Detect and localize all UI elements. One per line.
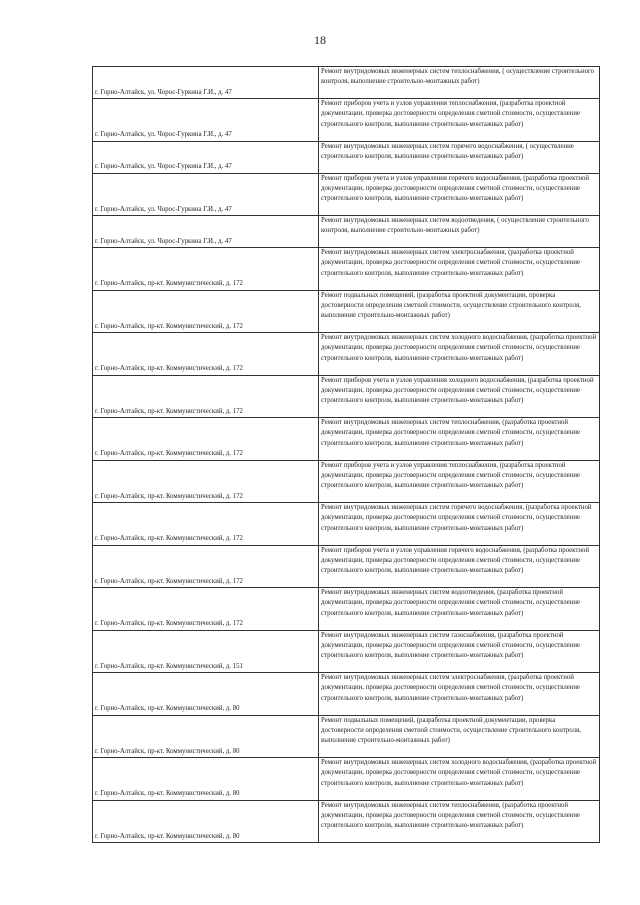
address-cell: г. Горно-Алтайск, пр-кт. Коммунистический, д. 172: [93, 333, 319, 376]
address-cell: г. Горно-Алтайск, пр-кт. Коммунистический, д. 151: [93, 630, 319, 673]
table-row: [93, 758, 600, 801]
work-description-cell: Ремонт внутридомовых инженерных систем теплоснабжения, (разработка проектной документации, проверка достоверности определения сметной стоимости, осуществление строительного контроля, выполнение строительно-монтажных работ): [319, 800, 600, 843]
work-description-cell: Ремонт внутридомовых инженерных систем горячего водоснабжения, (разработка проектной документации, проверка достоверности определения сметной стоимости, осуществление строительного контроля, выполнение строительно-монтажных работ): [319, 503, 600, 546]
table-row: [93, 333, 600, 376]
table-row: [93, 290, 600, 333]
address-cell: г. Горно-Алтайск, пр-кт. Коммунистический, д. 172: [93, 503, 319, 546]
table-row: [93, 375, 600, 418]
address-cell: г. Горно-Алтайск, ул. Чорос-Гуркина Г.И., д. 47: [93, 216, 319, 248]
address-cell: г. Горно-Алтайск, пр-кт. Коммунистический, д. 172: [93, 290, 319, 333]
address-cell: г. Горно-Алтайск, пр-кт. Коммунистический, д. 172: [93, 545, 319, 588]
work-description-cell: Ремонт приборов учета и узлов управления горячего водоснабжения, (разработка проектной документации, проверка достоверности определения сметной стоимости, осуществление строительного контроля, выполнение строительно-монтажных работ): [319, 173, 600, 216]
work-description-cell: Ремонт приборов учета и узлов управления горячего водоснабжения, (разработка проектной документации, проверка достоверности определения сметной стоимости, осуществление строительного контроля, выполнение строительно-монтажных работ): [319, 545, 600, 588]
table-row: [93, 503, 600, 546]
address-cell: г. Горно-Алтайск, пр-кт. Коммунистический, д. 172: [93, 418, 319, 461]
work-description-cell: Ремонт внутридомовых инженерных систем теплоснабжения, (разработка проектной документации, проверка достоверности определения сметной стоимости, осуществление строительного контроля, выполнение строительно-монтажных работ): [319, 418, 600, 461]
address-cell: г. Горно-Алтайск, пр-кт. Коммунистический, д. 172: [93, 248, 319, 291]
address-cell: г. Горно-Алтайск, пр-кт. Коммунистический, д. 80: [93, 715, 319, 758]
address-cell: г. Горно-Алтайск, пр-кт. Коммунистический, д. 172: [93, 460, 319, 503]
address-cell: г. Горно-Алтайск, ул. Чорос-Гуркина Г.И., д. 47: [93, 67, 319, 99]
work-description-cell: Ремонт внутридомовых инженерных систем водоотведения, (разработка проектной документации, проверка достоверности определения сметной стоимости, осуществление строительного контроля, выполнение строительно-монтажных работ): [319, 588, 600, 631]
table-row: [93, 673, 600, 716]
table-row: [93, 67, 600, 99]
address-cell: г. Горно-Алтайск, пр-кт. Коммунистический, д. 80: [93, 673, 319, 716]
work-description-cell: Ремонт внутридомовых инженерных систем электроснабжения, (разработка проектной документации, проверка достоверности определения сметной стоимости, осуществление строительного контроля, выполнение строительно-монтажных работ): [319, 248, 600, 291]
work-description-cell: Ремонт внутридомовых инженерных систем теплоснабжения, ( осуществление строительного контроля, выполнение строительно-монтажных работ): [319, 67, 600, 99]
work-description-cell: Ремонт приборов учета и узлов управления теплоснабжения, (разработка проектной документации, проверка достоверности определения сметной стоимости, осуществление строительного контроля, выполнение строительно-монтажных работ): [319, 460, 600, 503]
table-row: [93, 715, 600, 758]
work-description-cell: Ремонт внутридомовых инженерных систем газоснабжения, (разработка проектной документации, проверка достоверности определения сметной стоимости, осуществление строительного контроля, выполнение строительно-монтажных работ): [319, 630, 600, 673]
table-row: [93, 630, 600, 673]
work-description-cell: Ремонт внутридомовых инженерных систем электроснабжения, (разработка проектной документации, проверка достоверности определения сметной стоимости, осуществление строительного контроля, выполнение строительно-монтажных работ): [319, 673, 600, 716]
work-description-cell: Ремонт подвальных помещений, (разработка проектной документации, проверка достоверности определения сметной стоимости, осуществление строительного контроля, выполнение строительно-монтажных работ): [319, 715, 600, 758]
table-row: [93, 588, 600, 631]
address-cell: г. Горно-Алтайск, пр-кт. Коммунистический, д. 172: [93, 375, 319, 418]
table-row: [93, 141, 600, 173]
work-description-cell: Ремонт внутридомовых инженерных систем холодного водоснабжения, (разработка проектной документации, проверка достоверности определения сметной стоимости, осуществление строительного контроля, выполнение строительно-монтажных работ): [319, 333, 600, 376]
works-table: [92, 66, 600, 843]
address-cell: г. Горно-Алтайск, пр-кт. Коммунистический, д. 172: [93, 588, 319, 631]
page-number: 18: [314, 33, 326, 47]
table-row: [93, 418, 600, 461]
address-cell: г. Горно-Алтайск, ул. Чорос-Гуркина Г.И., д. 47: [93, 141, 319, 173]
work-description-cell: Ремонт приборов учета и узлов управления теплоснабжения, (разработка проектной документации, проверка достоверности определения сметной стоимости, осуществление строительного контроля, выполнение строительно-монтажных работ): [319, 99, 600, 142]
table-row: [93, 460, 600, 503]
table-row: [93, 248, 600, 291]
work-description-cell: Ремонт внутридомовых инженерных систем водоотведения, ( осуществление строительного контроля, выполнение строительно-монтажных работ): [319, 216, 600, 248]
work-description-cell: Ремонт приборов учета и узлов управления холодного водоснабжения, (разработка проектной документации, проверка достоверности определения сметной стоимости, осуществление строительного контроля, выполнение строительно-монтажных работ): [319, 375, 600, 418]
table-row: [93, 800, 600, 843]
address-cell: г. Горно-Алтайск, ул. Чорос-Гуркина Г.И., д. 47: [93, 173, 319, 216]
work-description-cell: Ремонт внутридомовых инженерных систем горячего водоснабжения, ( осуществление строительного контроля, выполнение строительно-монтажных работ): [319, 141, 600, 173]
table-row: [93, 216, 600, 248]
table-row: [93, 173, 600, 216]
table-row: [93, 99, 600, 142]
address-cell: г. Горно-Алтайск, ул. Чорос-Гуркина Г.И., д. 47: [93, 99, 319, 142]
address-cell: г. Горно-Алтайск, пр-кт. Коммунистический, д. 80: [93, 800, 319, 843]
work-description-cell: Ремонт внутридомовых инженерных систем холодного водоснабжения, (разработка проектной документации, проверка достоверности определения сметной стоимости, осуществление строительного контроля, выполнение строительно-монтажных работ): [319, 758, 600, 801]
work-description-cell: Ремонт подвальных помещений, (разработка проектной документации, проверка достоверности определения сметной стоимости, осуществление строительного контроля, выполнение строительно-монтажных работ): [319, 290, 600, 333]
address-cell: г. Горно-Алтайск, пр-кт. Коммунистический, д. 80: [93, 758, 319, 801]
table-row: [93, 545, 600, 588]
